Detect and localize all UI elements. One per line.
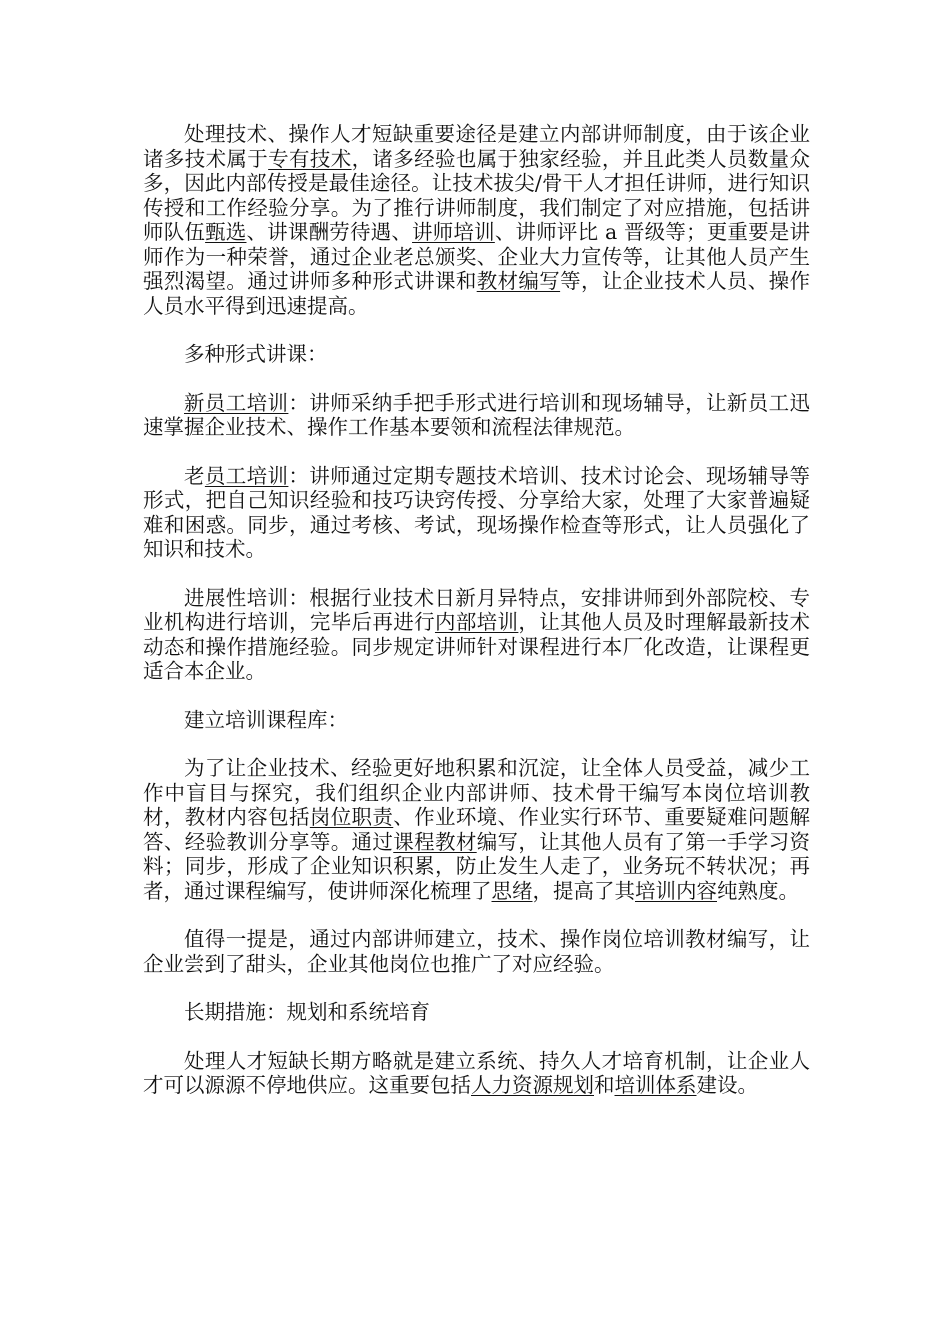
link-internal-training[interactable]: 内部培训 bbox=[434, 610, 519, 634]
text-segment: 为了让企业技术、经验更好地积累和沉淀，让全体人员受益，减少工作中盲目与探究，我们组织企业内部讲师、技术骨干编写本岗位培训教材，教材内容包括 bbox=[143, 756, 810, 829]
link-selection[interactable]: 甄选 bbox=[205, 220, 247, 244]
link-hr-planning[interactable]: 人力资源规划 bbox=[471, 1073, 594, 1097]
link-lecturer-training[interactable]: 讲师培训 bbox=[412, 220, 495, 244]
text-segment: ，诸多经验也属于独家经验，并且此类人员数量众多，因此内部传授是最佳途径。让技术拔尖/骨干人才担任讲师，进行知识传授和工作经验分享。为了推行讲师制度，我们制定了对应措施，包括讲师队伍 bbox=[143, 146, 811, 244]
link-textbook-writing[interactable]: 教材编写 bbox=[476, 269, 561, 293]
text-segment: 、讲课酬劳待遇、 bbox=[246, 220, 413, 244]
text-segment: 值得一提是，通过内部讲师建立，技术、操作岗位培训教材编写，让企业尝到了甜头，企业其他岗位也推广了对应经验。 bbox=[143, 927, 810, 976]
text-segment: 等，让企业技术人员、操作人员水平得到迅速提高。 bbox=[143, 269, 811, 318]
text-segment: 、讲师评比 a 晋级等；更重要是讲师作为一种荣誉，通过企业老总颁奖、企业大力宣传等，让其他人员产生强烈渴望。通过讲师多种形式讲课和 bbox=[143, 220, 811, 293]
link-thinking[interactable]: 思绪 bbox=[491, 878, 533, 903]
text-segment: 编写，让其他人员有了第一手学习资料；同步，形成了企业知识积累，防止发生人走了，业务玩不转状况；再者，通过课程编写，使讲师深化梳理了 bbox=[143, 829, 811, 903]
heading-long-term-measures bbox=[143, 1000, 810, 1025]
heading-course-library bbox=[143, 708, 810, 733]
link-course-materials[interactable]: 课程教材 bbox=[393, 829, 477, 854]
text-segment: 处理人才短缺长期方略就是建立系统、持久人才培育机制，让企业人才可以源源不停地供应。这重要包括 bbox=[143, 1048, 810, 1097]
paragraph-lecturer-system bbox=[143, 122, 810, 318]
heading-text: 长期措施：规划和系统培育 bbox=[184, 1000, 430, 1024]
paragraph-long-term-strategy bbox=[143, 1049, 810, 1098]
heading-text: 多种形式讲课： bbox=[184, 342, 328, 366]
paragraph-course-library bbox=[143, 756, 810, 903]
text-segment: 和 bbox=[594, 1073, 615, 1097]
link-employee-training[interactable]: 员工培训 bbox=[204, 463, 289, 488]
paragraph-worth-mentioning bbox=[143, 927, 810, 976]
link-job-duties[interactable]: 岗位职责 bbox=[309, 805, 394, 829]
text-segment: ：讲师采纳手把手形式进行培训和现场辅导，让新员工迅速掌握企业技术、操作工作基本要领和流程法律规范。 bbox=[143, 390, 811, 439]
text-segment: ：讲师通过定期专题技术培训、技术讨论会、现场辅导等形式，把自己知识经验和技巧诀窍传授、分享给大家，处理了大家普遍疑难和困惑。同步，通过考核、考试，现场操作检查等形式，让人员强化了知识和技术。 bbox=[143, 463, 811, 561]
link-new-employee-training[interactable]: 新员工培训 bbox=[184, 390, 289, 415]
text-segment: 、作业环境、作业实行环节、重要疑难问题解答、经验教训分享等。通过 bbox=[143, 805, 811, 854]
link-training-system[interactable]: 培训体系 bbox=[614, 1073, 697, 1097]
text-segment: 纯熟度。 bbox=[717, 878, 799, 903]
heading-lecture-forms bbox=[143, 342, 810, 367]
document-page bbox=[143, 122, 810, 1122]
text-segment: ，让其他人员及时理解最新技术动态和操作措施经验。同步规定讲师针对课程进行本厂化改造，让课程更适合本企业。 bbox=[143, 610, 811, 683]
text-segment: 老 bbox=[184, 463, 205, 488]
text-segment: ，提高了其 bbox=[532, 878, 635, 903]
text-segment: 进展性培训：根据行业技术日新月异特点，安排讲师到外部院校、专业机构进行培训，完毕后再进行 bbox=[143, 585, 810, 634]
paragraph-new-employee-training bbox=[143, 391, 810, 440]
text-segment: 处理技术、操作人才短缺重要途径是建立内部讲师制度，由于该企业诸多技术属于 bbox=[143, 122, 810, 171]
heading-text: 建立培训课程库： bbox=[184, 707, 348, 732]
paragraph-veteran-employee-training bbox=[143, 464, 810, 562]
text-segment: 建设。 bbox=[696, 1073, 758, 1097]
paragraph-progressive-training bbox=[143, 586, 810, 684]
link-proprietary-technology[interactable]: 专有技术 bbox=[268, 146, 352, 171]
link-training-content[interactable]: 培训内容 bbox=[635, 878, 717, 903]
